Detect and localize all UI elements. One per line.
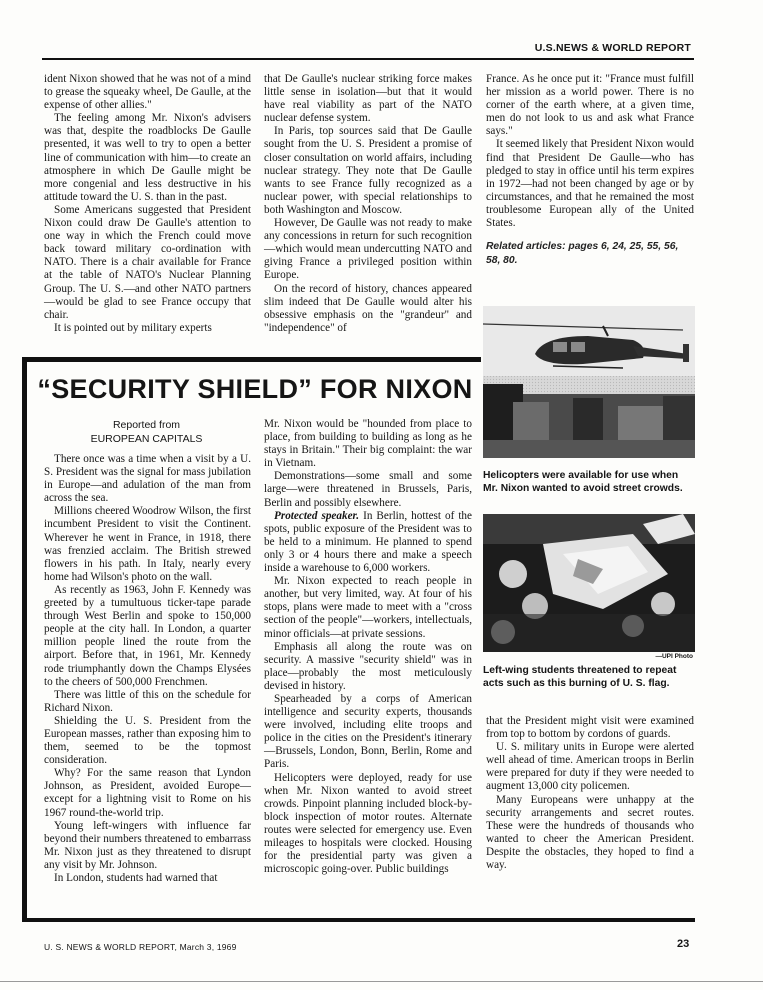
paragraph — [44, 689, 251, 715]
article-column-2 — [264, 418, 472, 876]
paragraph — [264, 217, 472, 282]
paragraph-text: There once was a time when a visit by a U. S. President was the signal for mass jubilation in Europe—and adulation of the man from across the sea. — [44, 453, 251, 505]
paragraph-text: ident Nixon showed that he was not of a mind to grease the squeaky wheel, De Gaulle, at the expense of other allies." — [44, 73, 251, 112]
paragraph — [44, 584, 251, 689]
paragraph — [44, 872, 251, 885]
paragraph — [44, 322, 251, 335]
paragraph — [264, 510, 472, 575]
masthead: U.S.NEWS & WORLD REPORT — [534, 42, 691, 54]
paragraph — [486, 138, 694, 230]
paragraph-text: It seemed likely that President Nixon would find that President De Gaulle—who has pledged to stay in office until his term expires in 1972—had not been changed by age or by circumstances, and that he remained the most troublesome European ally of the United States. — [486, 138, 694, 230]
paragraph — [44, 715, 251, 767]
masthead-rule — [42, 58, 694, 60]
paragraph — [44, 73, 251, 112]
paragraph — [486, 715, 694, 741]
paragraph — [264, 693, 472, 772]
paragraph-text: The feeling among Mr. Nixon's advisers was that, despite the roadblocks De Gaulle presented, it was well to try to open a better line of communication with him—to create an atmosphere in which De Gaulle might be more congenial and less destructive in his attitude toward the U. S. than in the past. — [44, 112, 251, 203]
paragraph-text: Helicopters were deployed, ready for use when Mr. Nixon wanted to avoid street crowds. Pinpoint planning included block-by-block inspection of motor routes. Alternate routes were selected for emergency use. Even mileages to hospitals were clocked. Housing for the presidential party was given a microscopic going-over. Public buildings — [264, 771, 472, 876]
page-number: 23 — [677, 938, 690, 950]
paragraph-text: Some Americans suggested that President Nixon could draw De Gaulle's attention to one way in which the French could move back toward military co-ordination with NATO. There is a chair available for France at the table of NATO's Nuclear Planning Group. The U. S.—and other NATO partners—would be glad to see France occupy that chair. — [44, 203, 251, 321]
paragraph-text: France. As he once put it: "France must fulfill her mission as a world power. There is no corner of the earth where, at a given time, men do not look to us and ask what France says." — [486, 73, 694, 138]
paragraph-text: It is pointed out by military experts — [54, 321, 212, 334]
page-bottom-edge — [0, 981, 763, 982]
paragraph-text: that De Gaulle's nuclear striking force makes little sense in isolation—but that it would have real viability as part of the NATO nuclear defense system. — [264, 73, 472, 125]
paragraph — [486, 741, 694, 793]
paragraph — [264, 125, 472, 217]
paragraph-text: Many Europeans were unhappy at the security arrangements and secret routes. These were the hundreds of thousands who wanted to cheer the American President. Despite the obstacles, they hoped to find a way. — [486, 793, 694, 872]
byline-reported-from: Reported from — [112, 419, 181, 431]
top-column-1 — [44, 73, 251, 335]
section-lead-in: Protected speaker. — [274, 509, 360, 522]
helicopter-image — [483, 306, 695, 458]
footer-publication-date: U. S. NEWS & WORLD REPORT, March 3, 1969 — [44, 942, 237, 952]
paragraph — [264, 575, 472, 640]
paragraph-text: Mr. Nixon expected to reach people in another, but very limited, way. At four of his stops, plans were made to meet with a "cross section of the people"—workers, intellectuals, minor officials—at private sessions. — [264, 575, 472, 640]
article-bottom-rule — [22, 918, 695, 922]
paragraph-text: Why? For the same reason that Lyndon Johnson, as President, avoided Europe—except for a lightning visit to Rome on his 1967 round-the-world trip. — [44, 767, 251, 819]
paragraph-text: In London, students had warned that — [54, 872, 218, 884]
paragraph-text: Shielding the U. S. President from the European masses, rather than exposing him to them, seemed to be the topmost consideration. — [44, 714, 251, 767]
paragraph — [486, 73, 694, 138]
paragraph-text: Emphasis all along the route was on security. A massive "security shield" was in place—probably the most meticulously devised in history. — [264, 640, 472, 692]
paragraph-text: However, De Gaulle was not ready to make any concessions in return for such recognition—which would mean undercutting NATO and giving France a privileged position within Europe. — [264, 217, 472, 282]
paragraph — [264, 641, 472, 693]
top-column-2 — [264, 73, 472, 335]
paragraph-text: Young left-wingers with influence far beyond their numbers threatened to embarrass Mr. Nixon just as they threatened to disrupt any visit by Mr. Johnson. — [44, 819, 251, 871]
paragraph — [44, 112, 251, 204]
photo-credit: —UPI Photo — [655, 653, 693, 660]
paragraph — [44, 453, 251, 505]
article-left-rule — [22, 357, 27, 922]
paragraph — [264, 73, 472, 125]
helicopter-photo — [483, 306, 695, 458]
headline: “SECURITY SHIELD” FOR NIXON — [37, 374, 473, 404]
paragraph-text: U. S. military units in Europe were alerted well ahead of time. American troops in Berlin were prepared for duty if they were needed to augment 13,000 city policemen. — [486, 741, 694, 793]
flag-burning-photo — [483, 514, 695, 652]
flag-burning-image — [483, 514, 695, 652]
paragraph — [264, 418, 472, 470]
top-column-3 — [486, 73, 694, 230]
paragraph — [44, 204, 251, 322]
paragraph-text: On the record of history, chances appeared slim indeed that De Gaulle would alter his obsessive emphasis on the "grandeur" and "independence" of — [264, 282, 472, 334]
paragraph-text: As recently as 1963, John F. Kennedy was greeted by a tumultuous ticker-tape parade through West Berlin and spoke to 150,000 people at the city hall. In London, a quarter million people lined the route from the airport. Before that, in 1961, Mr. Kennedy rode triumphantly down the Champs Elysées to the cheers of 500,000 Frenchmen. — [44, 583, 251, 688]
article-top-rule — [22, 357, 481, 362]
paragraph-text: There was little of this on the schedule for Richard Nixon. — [44, 688, 251, 714]
paragraph — [264, 283, 472, 335]
related-articles: Related articles: pages 6, 24, 25, 55, 56, 58, 80. — [486, 241, 679, 266]
helicopter-caption: Helicopters were available for use when Mr. Nixon wanted to avoid street crowds. — [483, 470, 683, 494]
paragraph-text: Demonstrations—some small and some large—were threatened in Brussels, Paris, Berlin and possibly elsewhere. — [264, 470, 472, 509]
byline-location: EUROPEAN CAPITALS — [90, 433, 203, 445]
paragraph — [486, 794, 694, 873]
paragraph — [44, 820, 251, 872]
paragraph-text: Spearheaded by a corps of American intelligence and security experts, thousands were involved, including elite troops and police in the cities on the President's itinerary—Brussels, London, Bonn, Berlin, Rome and Paris. — [264, 692, 472, 771]
article-column-3 — [486, 715, 694, 872]
paragraph — [44, 767, 251, 819]
paragraph — [264, 470, 472, 509]
paragraph-text: In Berlin, hottest of the spots, public exposure of the President was to be held to a minimum. He planned to spend only 3 or 4 hours there and make a speech inside a warehouse to 6,000 workers. — [264, 509, 472, 575]
paragraph-text: In Paris, top sources said that De Gaulle sought from the U. S. President a promise of closer consultation on world affairs, including nuclear strategy. They note that De Gaulle wants to see France fully recognized as a nuclear power, with special relationships to both Washington and Moscow. — [264, 125, 472, 216]
paragraph — [44, 505, 251, 584]
paragraph — [264, 772, 472, 877]
paragraph-text: that the President might visit were examined from top to bottom by cordons of guards. — [486, 715, 694, 741]
flag-caption: Left-wing students threatened to repeat acts such as this burning of U. S. flag. — [483, 665, 677, 689]
paragraph-text: Mr. Nixon would be "hounded from place to place, from building to building as long as he stays in Britain." Their big complaint: the war in Vietnam. — [264, 418, 472, 470]
paragraph-text: Millions cheered Woodrow Wilson, the first incumbent President to visit the Continent. Wherever he went in France, in 1918, there was frenzied acclaim. The British strewed flowers in his path. In Italy, nearly every home had Wilson's photo on the wall. — [44, 505, 251, 583]
article-column-1 — [44, 453, 251, 885]
